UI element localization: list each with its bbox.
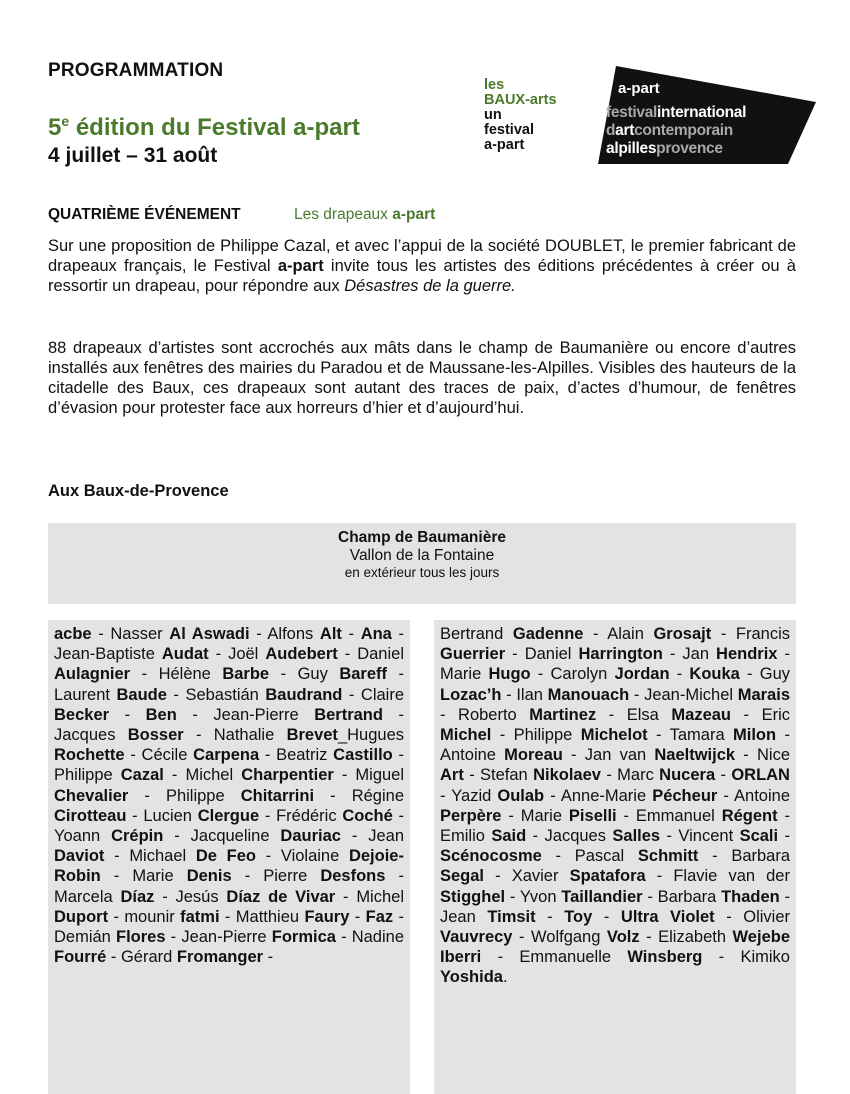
artist-name: Gérard Fromanger	[120, 948, 264, 967]
artist-name: Marie Hugo	[440, 665, 531, 684]
artist-name: Claire Becker	[54, 685, 405, 724]
artist-name: Elizabeth Wejebe Iberri	[440, 928, 790, 967]
artist-name: Philippe Cazal	[54, 766, 164, 785]
artist-name: Michel Charpentier	[185, 766, 334, 785]
artist-name: Cécile Carpena	[141, 746, 260, 765]
artist-name: Régine Cirotteau	[54, 786, 404, 825]
artist-name: Anne-Marie Pécheur	[560, 786, 718, 805]
artist-name: ORLAN	[731, 766, 790, 785]
artist-name: Eric Michel	[440, 705, 790, 745]
artist-name: Michael De Feo	[129, 847, 256, 866]
artist-name: Pascal Schmitt	[574, 847, 699, 866]
artist-name: Olivier Vauvrecy	[440, 907, 791, 947]
artist-name: Marcela Díaz	[54, 887, 155, 906]
artist-name: Yazid Oulab	[451, 786, 545, 805]
artist-name: Jean-Pierre Formica	[181, 928, 336, 947]
artist-name: Yoann Crépin	[54, 827, 164, 846]
artist-name: Francis Guerrier	[440, 625, 790, 664]
artist-name: Tamara Milon	[669, 726, 777, 745]
artist-name: Guy Lozac’h	[440, 665, 790, 704]
artist-name: Emmanuel Régent	[635, 806, 778, 825]
artist-name: Xavier Spatafora	[511, 867, 646, 886]
artist-name: Demián Flores	[54, 928, 166, 947]
artist-name: Jean-Baptiste Audat	[54, 645, 209, 664]
artist-name: Jean Daviot	[54, 827, 405, 866]
logo-line-1: festivalinternational	[606, 104, 747, 121]
artist-name: Jan Hendrix	[682, 645, 778, 664]
artist-name: Daniel Harrington	[524, 645, 663, 664]
artist-name: Jean Timsit	[440, 907, 536, 926]
artist-name: Marie Piselli	[520, 806, 617, 825]
logo-line-3: alpillesprovence	[606, 140, 723, 157]
artist-name: Miguel Chevalier	[54, 766, 405, 805]
artist-name: Ilan Manouach	[516, 685, 630, 704]
event-heading: QUATRIÈME ÉVÉNEMENT	[48, 206, 241, 223]
location-heading: Aux Baux-de-Provence	[48, 482, 229, 500]
artist-name: Jacqueline Dauriac	[190, 827, 341, 846]
artist-name: Nathalie Brevet	[213, 726, 338, 745]
artist-name: Philippe Michelot	[513, 726, 648, 745]
artist-name: Carolyn Jordan	[550, 665, 670, 684]
artist-list-right: Bertrand Gadenne - Alain Grosajt - Francis Guerrier - Daniel Harrington - Jan Hendrix - Marie Hugo - Carolyn Jordan - Kouka - Guy Lozac’h - Ilan Manouach - Jean-Michel Marais - Roberto Martinez - Elsa Mazeau - Eric Michel - Philippe Michelot - Tamara Milon - Antoine Moreau - Jan van Naeltwijck - Nice Art - Stefan Nikolaev - Marc Nucera - ORLAN - Yazid Oulab - Anne-Marie Pécheur - Antoine Perpère - Marie Piselli - Emmanuel Régent - Emilio Said - Jacques Salles - Vincent Scali - Scénocosme - Pascal Schmitt - Barbara Segal - Xavier Spatafora - Flavie van der Stigghel - Yvon Taillandier - Barbara Thaden - Jean Timsit - Toy - Ultra Violet - Olivier Vauvrecy - Wolfgang Volz - Elizabeth Wejebe Iberri - Emmanuelle Winsberg - Kimiko Yoshida.	[440, 625, 791, 987]
artist-name: Laurent Baude	[54, 685, 167, 704]
artist-name: Joël Audebert	[228, 645, 338, 664]
artist-name: Barbara Thaden	[657, 887, 780, 906]
artist-name: Stefan Nikolaev	[480, 766, 601, 785]
artist-name: Jean-Michel Marais	[644, 685, 790, 704]
artist-name: Hugues Rochette	[54, 726, 404, 765]
artist-name: Faz	[365, 907, 394, 926]
artist-name: Marie Denis	[132, 867, 232, 886]
artist-name: Daniel Aulagnier	[54, 645, 404, 684]
artist-name: Ana	[360, 625, 392, 643]
artist-name: Kouka	[689, 665, 740, 684]
artist-name: Kimiko Yoshida	[440, 948, 790, 987]
artist-name: acbe	[54, 625, 92, 643]
artist-name: Jacques Bosser	[54, 726, 184, 745]
artist-name: Antoine Moreau	[440, 746, 563, 765]
artist-name: Frédéric Coché	[276, 806, 393, 825]
artist-name: Emmanuelle Winsberg	[519, 948, 703, 967]
artist-name: Jesús Díaz de Vivar	[175, 887, 336, 906]
section-heading: PROGRAMMATION	[48, 60, 224, 81]
artist-name: Nadine Fourré	[54, 928, 405, 967]
artists-column-right	[434, 620, 796, 1094]
artist-name: Ultra Violet	[620, 907, 715, 926]
artist-name: Violaine Dejoie-Robin	[54, 847, 404, 886]
artist-name: Matthieu Faury	[235, 907, 350, 926]
artist-name: Marc Nucera	[617, 766, 716, 785]
edition-title: 5e édition du Festival a-part	[48, 113, 360, 141]
festival-dates: 4 juillet – 31 août	[48, 144, 218, 167]
artist-name: Vincent Scali	[678, 827, 779, 846]
artist-name: Jacques Salles	[544, 827, 661, 846]
artist-name: Wolfgang Volz	[531, 928, 640, 947]
baux-arts-logo: les BAUX-arts un festival a-part	[484, 77, 557, 153]
artist-name: mounir fatmi	[124, 907, 220, 926]
logo-title: a-part	[618, 80, 660, 97]
artist-name: Roberto Martinez	[458, 705, 597, 724]
artist-name: Nice Art	[440, 746, 791, 785]
artist-name: Jean-Pierre Bertrand	[213, 705, 383, 724]
artist-name: Toy	[564, 907, 593, 926]
artist-name: Yvon Taillandier	[519, 887, 643, 906]
artist-name: Nasser Al Aswadi	[110, 625, 250, 643]
artist-name: Pierre Desfons	[263, 867, 386, 886]
description-paragraph: 88 drapeaux d’artistes sont accrochés aux mâts dans le champ de Baumanière ou encore d’autres installés aux fenêtres des mairies du Paradou et de Maussane-les-Alpilles. Visibles des hauteurs de la citadelle des Baux, ces drapeaux sont autant des traces de paix, d’actes d’humour, de fenêtres d’évasion pour protester face aux horreurs d’hier et d’aujourd’hui.	[48, 339, 796, 417]
venue-name: Champ de Baumanière	[338, 529, 506, 546]
venue-note: en extérieur tous les jours	[344, 565, 500, 580]
artist-name: Beatriz Castillo	[276, 746, 393, 765]
artist-name: Jan van Naeltwijck	[584, 746, 736, 765]
artist-name: Lucien Clergue	[143, 806, 260, 825]
artist-name: Michel Duport	[54, 887, 404, 926]
artists-column-left	[48, 620, 410, 1094]
artist-name: Bertrand Gadenne	[440, 625, 584, 643]
artist-name: Barbara Segal	[440, 847, 791, 886]
artist-name: Alain Grosajt	[607, 625, 712, 643]
artist-name: Guy Bareff	[297, 665, 387, 684]
intro-paragraph: Sur une proposition de Philippe Cazal, et avec l’appui de la société DOUBLET, le premier fabricant de drapeaux français, le Festival a-part invite tous les artistes des éditions précédentes à créer ou à ressortir un drapeau, pour répondre aux Désastres de la guerre.	[48, 237, 796, 295]
artist-name: Scénocosme	[440, 847, 542, 866]
artist-name: Alfons Alt	[267, 625, 342, 643]
artist-name: Philippe Chitarrini	[165, 786, 315, 805]
venue-place: Vallon de la Fontaine	[349, 547, 495, 564]
artist-name: Elsa Mazeau	[626, 705, 732, 724]
artist-name: Ben	[145, 705, 177, 724]
artist-name: Emilio Said	[440, 827, 527, 846]
event-title: Les drapeaux a-part	[294, 206, 436, 223]
venue-box	[48, 523, 796, 604]
artist-name: Antoine Perpère	[440, 786, 790, 825]
artist-name: Flavie van der Stigghel	[440, 867, 790, 906]
artist-name: Sebastián Baudrand	[185, 685, 343, 704]
artist-name: Hélène Barbe	[158, 665, 270, 684]
logo-line-2: dartcontemporain	[606, 122, 733, 139]
artist-list-left: acbe - Nasser Al Aswadi - Alfons Alt - Ana - Jean-Baptiste Audat - Joël Audebert - Daniel Aulagnier - Hélène Barbe - Guy Bareff - Laurent Baude - Sebastián Baudrand - Claire Becker - Ben - Jean-Pierre Bertrand - Jacques Bosser - Nathalie Brevet_Hugues Rochette - Cécile Carpena - Beatriz Castillo - Philippe Cazal - Michel Charpentier - Miguel Chevalier - Philippe Chitarrini - Régine Cirotteau - Lucien Clergue - Frédéric Coché - Yoann Crépin - Jacqueline Dauriac - Jean Daviot - Michael De Feo - Violaine Dejoie-Robin - Marie Denis - Pierre Desfons - Marcela Díaz - Jesús Díaz de Vivar - Michel Duport - mounir fatmi - Matthieu Faury - Faz - Demián Flores - Jean-Pierre Formica - Nadine Fourré - Gérard Fromanger -	[54, 625, 405, 967]
